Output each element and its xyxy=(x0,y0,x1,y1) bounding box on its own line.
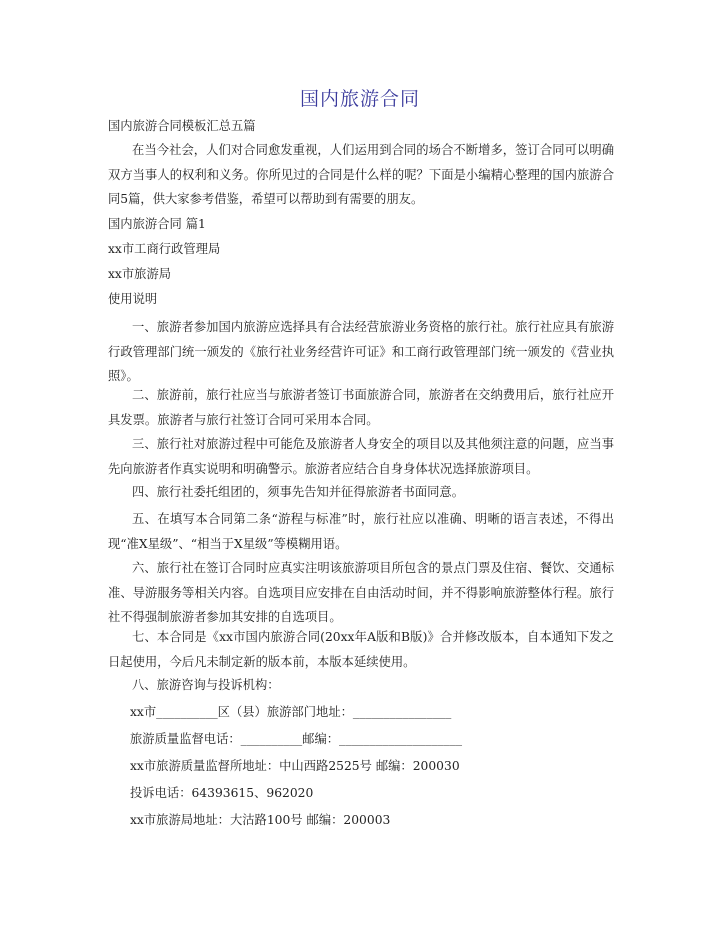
clause-6: 六、旅行社在签订合同时应真实注明该旅游项目所包含的景点门票及住宿、餐饮、交通标准、导游服务等相关内容。自选项目应安排在自由活动时间，并不得影响旅游整体行程。旅行社不得强制旅游者参加其安排的自选项目。 xyxy=(108,561,614,624)
contact-line-2: 旅游质量监督电话：__________邮编：____________________ xyxy=(130,732,463,746)
contact-line-4: 投诉电话：64393615、962020 xyxy=(130,786,314,800)
clause-1: 一、旅游者参加国内旅游应选择具有合法经营旅游业务资格的旅行社。旅行社应具有旅游行政管理部门统一颁发的《旅行社业务经营许可证》和工商行政管理部门统一颁发的《营业执照》。 xyxy=(108,320,614,383)
doc-subtitle: 国内旅游合同模板汇总五篇 xyxy=(108,119,256,133)
clause-4: 四、旅行社委托组团的，须事先告知并征得旅游者书面同意。 xyxy=(132,485,465,499)
org-line-2: xx市旅游局 xyxy=(108,267,172,281)
contact-line-3: xx市旅游质量监督所地址：中山西路2525号 邮编：200030 xyxy=(130,759,460,773)
intro-paragraph: 在当今社会，人们对合同愈发重视，人们运用到合同的场合不断增多，签订合同可以明确双方当事人的权利和义务。你所见过的合同是什么样的呢？下面是小编精心整理的国内旅游合同5篇，供大家参考借鉴，希望可以帮助到有需要的朋友。 xyxy=(108,143,614,206)
org-line-1: xx市工商行政管理局 xyxy=(108,242,221,256)
clause-5: 五、在填写本合同第二条“游程与标准”时，旅行社应以准确、明晰的语言表述，不得出现“准X星级”、“相当于X星级”等模糊用语。 xyxy=(108,512,614,551)
clause-7: 七、本合同是《xx市国内旅游合同(20xx年A版和B版)》合并修改版本，自本通知下发之日起使用，今后凡未制定新的版本前，本版本延续使用。 xyxy=(108,630,614,669)
clause-2: 二、旅游前，旅行社应当与旅游者签订书面旅游合同，旅游者在交纳费用后，旅行社应开具发票。旅游者与旅行社签订合同可采用本合同。 xyxy=(108,388,614,427)
section-heading: 国内旅游合同 篇1 xyxy=(108,217,206,231)
contact-line-1: xx市__________区（县）旅游部门地址：________________ xyxy=(130,705,452,719)
clause-3: 三、旅行社对旅游过程中可能危及旅游者人身安全的项目以及其他须注意的问题，应当事先向旅游者作真实说明和明确警示。旅游者应结合自身身体状况选择旅游项目。 xyxy=(108,437,614,476)
clause-8: 八、旅游咨询与投诉机构： xyxy=(132,678,280,692)
contact-line-5: xx市旅游局地址：大沽路100号 邮编：200003 xyxy=(130,813,391,827)
page-title: 国内旅游合同 xyxy=(299,88,420,110)
usage-heading: 使用说明 xyxy=(108,292,158,306)
